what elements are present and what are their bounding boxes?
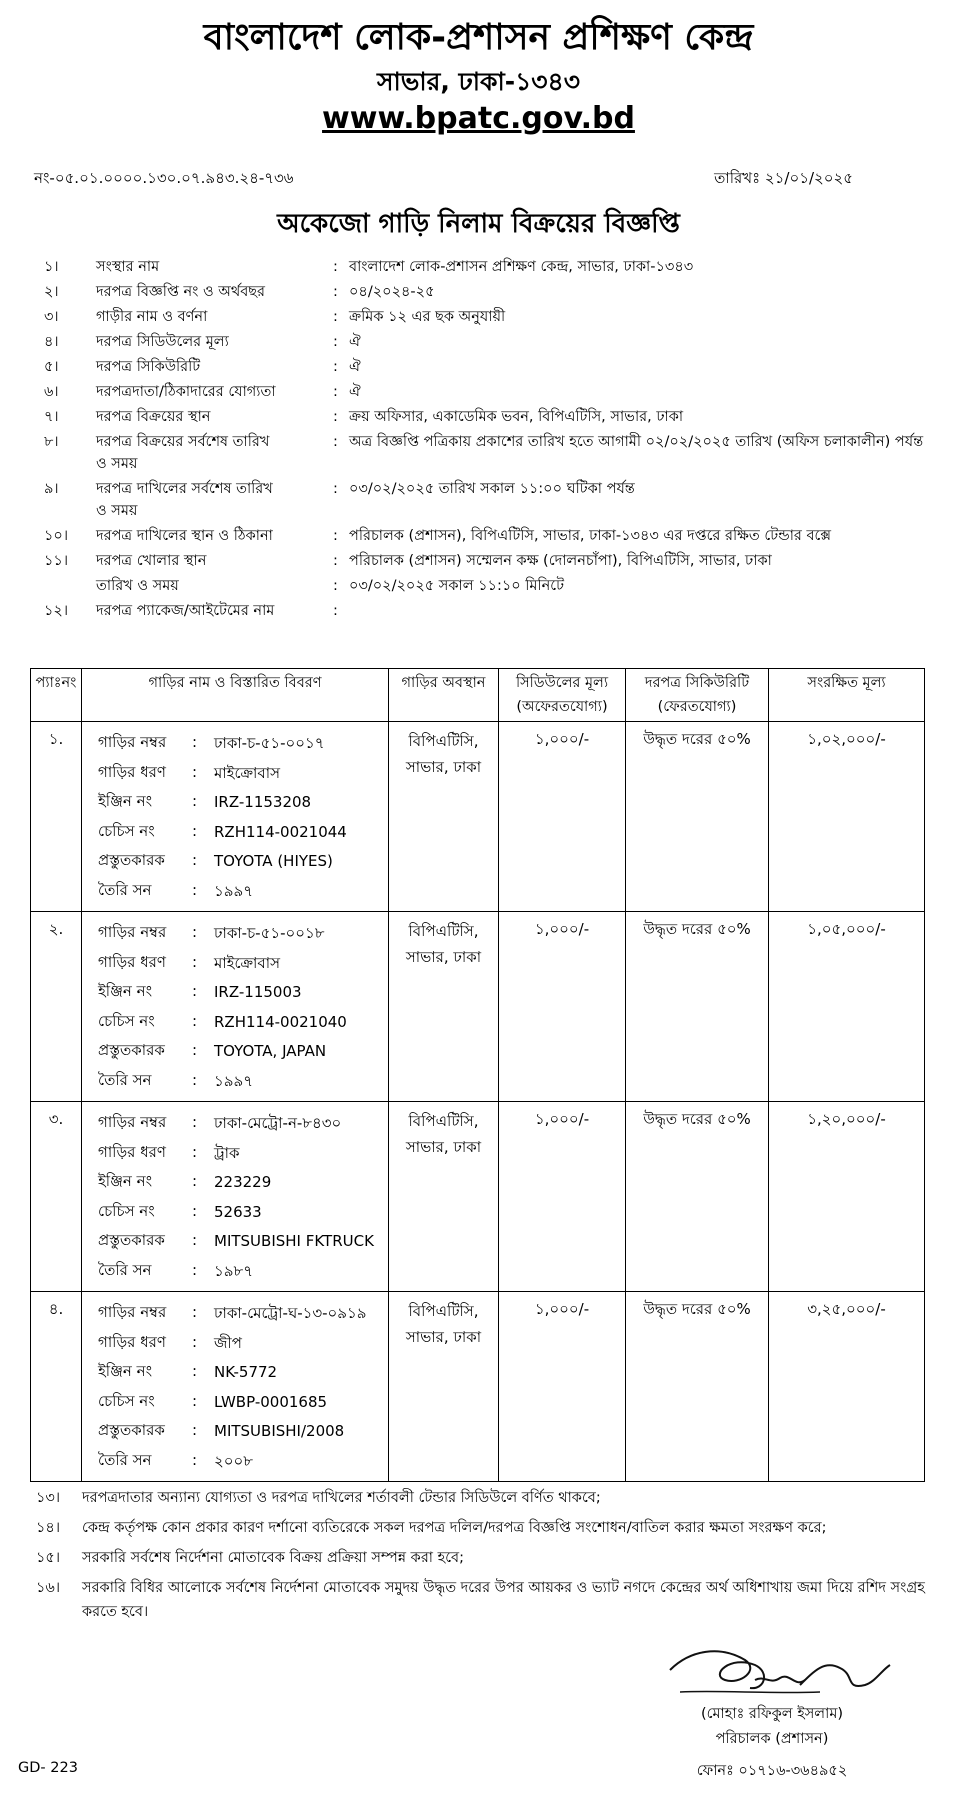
cell-reserve-price: ১,২০,০০০/-	[769, 1102, 925, 1292]
cell-security: উদ্ধৃত দরের ৫০%	[626, 1102, 769, 1292]
info-row-number: ৯।	[44, 481, 59, 497]
info-row-number: ৪।	[44, 334, 59, 350]
vehicle-detail-key: গাড়ির নম্বর	[98, 1303, 167, 1321]
vehicle-detail-value: ১৯৯৭	[214, 881, 253, 900]
signature-image	[650, 1630, 900, 1710]
vehicle-detail-key: তৈরি সন	[98, 880, 152, 899]
info-row-colon: :	[333, 528, 338, 544]
cell-details	[82, 1292, 389, 1482]
info-row-value	[349, 600, 924, 622]
note-item	[36, 1576, 926, 1624]
org-website[interactable]: www.bpatc.gov.bd	[322, 101, 635, 136]
info-row-value: অত্র বিজ্ঞপ্তি পত্রিকায় প্রকাশের তারিখ হতে আগামী ০২/০২/২০২৫ তারিখ (অফিস চলাকালীন) পর্যন্ত	[349, 434, 924, 450]
vehicle-detail-colon: :	[192, 952, 198, 971]
vehicle-detail-key: তৈরি সন	[98, 1070, 152, 1089]
info-row	[44, 550, 924, 572]
notes-list	[36, 1486, 926, 1630]
info-row-value: ০৩/০২/২০২৫ তারিখ সকাল ১১:০০ ঘটিকা পর্যন্ত	[349, 481, 635, 497]
vehicle-detail-colon: :	[192, 1450, 198, 1469]
info-row	[44, 478, 924, 522]
info-row-number: ৫।	[44, 359, 59, 375]
vehicle-detail-value: 223229	[214, 1173, 272, 1191]
cell-reserve-price: ৩,২৫,০০০/-	[769, 1292, 925, 1482]
vehicle-detail-line	[86, 787, 384, 817]
info-row-value: ঐ	[349, 359, 361, 375]
note-text: কেন্দ্র কর্তৃপক্ষ কোন প্রকার কারণ দর্শানো ব্যতিরেকে সকল দরপত্র দলিল/দরপত্র বিজ্ঞপ্তি সংশোধন/বাতিল করার ক্ষমতা সংরক্ষণ করে;	[82, 1520, 827, 1536]
vehicle-detail-value: মাইক্রোবাস	[214, 953, 281, 972]
memo-number: নং-০৫.০১.০০০০.১৩০.০৭.৯৪৩.২৪-৭৩৬	[34, 169, 294, 187]
cell-security: উদ্ধৃত দরের ৫০%	[626, 722, 769, 912]
vehicle-detail-key: গাড়ির নম্বর	[98, 733, 167, 751]
cell-reserve-price: ১,০৫,০০০/-	[769, 912, 925, 1102]
vehicle-detail-colon: :	[192, 851, 198, 869]
table-header-row	[31, 669, 925, 722]
vehicle-detail-key: প্রস্তুতকারক	[98, 1231, 165, 1249]
vehicle-detail-key: গাড়ির ধরণ	[98, 762, 166, 781]
info-row-label: দরপত্র খোলার স্থান	[96, 553, 207, 569]
info-row-colon: :	[333, 434, 338, 450]
info-row-label: দরপত্রদাতা/ঠিকাদারের যোগ্যতা	[96, 384, 276, 400]
vehicle-detail-line	[86, 1197, 384, 1227]
notice-date: তারিখঃ ২১/০১/২০২৫	[714, 169, 853, 187]
vehicle-detail-line	[86, 846, 384, 876]
info-row-label: সংস্থার নাম	[96, 259, 160, 275]
vehicle-detail-colon: :	[192, 1142, 198, 1161]
info-row-label: গাড়ীর নাম ও বর্ণনা	[96, 309, 208, 325]
info-row-sublabel: ও সময়	[96, 456, 138, 472]
vehicle-detail-value: RZH114-0021040	[214, 1012, 347, 1031]
info-row-label: দরপত্র বিক্রয়ের স্থান	[96, 409, 211, 425]
note-text: সরকারি বিধির আলোকে সর্বশেষ নির্দেশনা মোতাবেক সমুদয় উদ্ধৃত দরের উপর আয়কর ও ভ্যাট নগদে কেন্দ্রের অর্থ অধিশাখায় জমা দিয়ে রশিদ সংগ্রহ করতে হবে।	[82, 1580, 925, 1620]
vehicle-detail-colon: :	[192, 1070, 198, 1089]
vehicle-detail-key: চেচিস নং	[98, 1201, 155, 1220]
info-row	[44, 600, 924, 622]
cell-reserve-price: ১,০২,০০০/-	[769, 722, 925, 912]
vehicle-detail-key: ইঞ্জিন নং	[98, 792, 153, 810]
vehicle-detail-value: LWBP-0001685	[214, 1392, 328, 1411]
note-number: ১৫।	[36, 1550, 61, 1566]
info-row-colon: :	[333, 334, 338, 350]
vehicle-detail-value: IRZ-1153208	[214, 793, 312, 811]
vehicle-detail-value: TOYOTA, JAPAN	[214, 1042, 327, 1060]
info-row-value: পরিচালক (প্রশাসন), বিপিএটিসি, সাভার, ঢাকা-১৩৪৩ এর দপ্তরে রক্ষিত টেন্ডার বক্সে	[349, 528, 832, 544]
info-row-number: ৩।	[44, 309, 59, 325]
vehicle-detail-line	[86, 1036, 384, 1066]
vehicle-detail-key: চেচিস নং	[98, 1391, 155, 1410]
vehicle-detail-line	[86, 876, 384, 906]
vehicle-detail-value: ২০০৮	[214, 1451, 253, 1470]
vehicle-detail-line	[86, 1387, 384, 1417]
info-row-value: ক্রয় অফিসার, একাডেমিক ভবন, বিপিএটিসি, সাভার, ঢাকা	[349, 409, 684, 425]
vehicle-detail-line	[86, 817, 384, 847]
info-row	[44, 525, 924, 547]
cell-schedule-price: ১,০০০/-	[499, 1292, 626, 1482]
vehicle-detail-line	[86, 1226, 384, 1256]
vehicle-detail-key: প্রস্তুতকারক	[98, 1041, 165, 1059]
cell-sl: ৩.	[31, 1102, 82, 1292]
cell-details	[82, 1102, 389, 1292]
cell-location: বিপিএটিসি, সাভার, ঢাকা	[389, 1102, 499, 1292]
info-row-colon: :	[333, 481, 338, 497]
vehicle-detail-line	[86, 1416, 384, 1446]
vehicle-detail-line	[86, 948, 384, 978]
vehicle-detail-value: জীপ	[214, 1333, 242, 1352]
vehicle-detail-colon: :	[192, 1201, 198, 1220]
table-row	[31, 722, 925, 912]
vehicle-detail-colon: :	[192, 880, 198, 899]
signatory-name: (মোহাঃ রফিকুল ইসলাম)	[700, 1706, 844, 1722]
vehicle-detail-key: গাড়ির ধরণ	[98, 1142, 166, 1161]
vehicle-detail-line	[86, 1446, 384, 1476]
info-row-number: ১।	[44, 259, 59, 275]
note-number: ১৪।	[36, 1520, 61, 1536]
info-row-label: দরপত্র বিজ্ঞপ্তি নং ও অর্থবছর	[96, 284, 266, 300]
info-row	[44, 431, 924, 475]
note-text: সরকারি সর্বশেষ নির্দেশনা মোতাবেক বিক্রয় প্রক্রিয়া সম্পন্ন করা হবে;	[82, 1550, 465, 1566]
vehicle-detail-line	[86, 1167, 384, 1197]
info-row-label: দরপত্র বিক্রয়ের সর্বশেষ তারিখ	[96, 434, 270, 450]
vehicle-detail-value: 52633	[214, 1202, 262, 1221]
vehicle-detail-value: NK-5772	[214, 1363, 278, 1381]
cell-schedule-price: ১,০০০/-	[499, 722, 626, 912]
vehicle-detail-key: তৈরি সন	[98, 1450, 152, 1469]
cell-schedule-price: ১,০০০/-	[499, 1102, 626, 1292]
info-row-number: ৮।	[44, 434, 59, 450]
cell-security: উদ্ধৃত দরের ৫০%	[626, 1292, 769, 1482]
col-header-sl: প্যাঃনং	[31, 669, 82, 722]
vehicle-detail-colon: :	[192, 1011, 198, 1030]
cell-sl: ৪.	[31, 1292, 82, 1482]
note-number: ১৬।	[36, 1580, 61, 1596]
vehicle-detail-line	[86, 1138, 384, 1168]
info-row	[44, 575, 924, 597]
vehicle-detail-line	[86, 977, 384, 1007]
vehicle-detail-line	[86, 1108, 384, 1138]
info-row-colon: :	[333, 553, 338, 569]
info-list	[44, 256, 924, 625]
note-number: ১৩।	[36, 1490, 61, 1506]
vehicle-detail-colon: :	[192, 792, 198, 810]
info-row-number: ৭।	[44, 409, 59, 425]
info-row-colon: :	[333, 284, 338, 300]
vehicle-detail-line	[86, 1357, 384, 1387]
vehicle-detail-key: ইঞ্জিন নং	[98, 982, 153, 1000]
vehicle-detail-value: IRZ-115003	[214, 983, 302, 1001]
col-header-security: দরপত্র সিকিউরিটি (ফেরতযোগ্য)	[626, 669, 769, 722]
info-row-colon: :	[333, 384, 338, 400]
info-row-value: ক্রমিক ১২ এর ছক অনুযায়ী	[349, 309, 506, 325]
vehicle-detail-value: ১৯৯৭	[214, 1071, 253, 1090]
info-row-value: ০৩/০২/২০২৫ সকাল ১১:১০ মিনিটে	[349, 578, 565, 594]
info-row-colon: :	[333, 409, 338, 425]
vehicle-detail-colon: :	[192, 923, 198, 941]
vehicle-detail-colon: :	[192, 1113, 198, 1131]
vehicle-detail-value: মাইক্রোবাস	[214, 763, 281, 782]
vehicle-detail-value: RZH114-0021044	[214, 822, 347, 841]
vehicle-detail-value: ঢাকা-মেট্রো-ঘ-১৩-০৯১৯	[214, 1304, 367, 1322]
info-row-label: দরপত্র প্যাকেজ/আইটেমের নাম	[96, 603, 275, 619]
info-row-colon: :	[333, 259, 338, 275]
cell-details	[82, 912, 389, 1102]
vehicle-detail-key: গাড়ির ধরণ	[98, 1332, 166, 1351]
info-row-label: তারিখ ও সময়	[96, 578, 179, 594]
info-row-label: দরপত্র সিকিউরিটি	[96, 359, 201, 375]
vehicle-detail-key: তৈরি সন	[98, 1260, 152, 1279]
vehicle-detail-line	[86, 1066, 384, 1096]
info-row	[44, 381, 924, 403]
vehicle-detail-key: ইঞ্জিন নং	[98, 1172, 153, 1190]
cell-security: উদ্ধৃত দরের ৫০%	[626, 912, 769, 1102]
info-row-value: পরিচালক (প্রশাসন) সম্মেলন কক্ষ (দোলনচাঁপা), বিপিএটিসি, সাভার, ঢাকা	[349, 553, 772, 569]
note-text: দরপত্রদাতার অন্যান্য যোগ্যতা ও দরপত্র দাখিলের শর্তাবলী টেন্ডার সিডিউলে বর্ণিত থাকবে;	[82, 1490, 601, 1506]
col-header-details: গাড়ির নাম ও বিস্তারিত বিবরণ	[82, 669, 389, 722]
vehicle-detail-value: ঢাকা-চ-৫১-০০১৮	[214, 924, 325, 942]
info-row-value: ঐ	[349, 334, 361, 350]
info-row-number: ২।	[44, 284, 59, 300]
org-address: সাভার, ঢাকা-১৩৪৩	[376, 67, 581, 96]
vehicle-detail-colon: :	[192, 982, 198, 1000]
vehicle-detail-key: চেচিস নং	[98, 821, 155, 840]
table-row	[31, 1102, 925, 1292]
info-row-number: ১১।	[44, 553, 69, 569]
org-name: বাংলাদেশ লোক-প্রশাসন প্রশিক্ষণ কেন্দ্র	[203, 17, 754, 58]
vehicle-detail-value: ঢাকা-মেট্রো-ন-৮৪৩০	[214, 1114, 342, 1132]
cell-sl: ২.	[31, 912, 82, 1102]
vehicle-detail-line	[86, 918, 384, 948]
vehicle-detail-value: ঢাকা-চ-৫১-০০১৭	[214, 734, 325, 752]
vehicle-detail-line	[86, 1298, 384, 1328]
info-row	[44, 256, 924, 278]
note-item	[36, 1486, 926, 1510]
vehicle-detail-value: ট্রাক	[214, 1143, 240, 1162]
note-item	[36, 1516, 926, 1540]
cell-sl: ১.	[31, 722, 82, 912]
vehicle-detail-line	[86, 728, 384, 758]
info-row	[44, 281, 924, 303]
info-row-label: দরপত্র দাখিলের সর্বশেষ তারিখ	[96, 481, 273, 497]
info-row-label: দরপত্র সিডিউলের মূল্য	[96, 334, 229, 350]
col-header-location: গাড়ির অবস্থান	[389, 669, 499, 722]
vehicle-detail-value: ১৯৮৭	[214, 1261, 253, 1280]
info-row-value: ঐ	[349, 384, 361, 400]
table-row	[31, 1292, 925, 1482]
info-row	[44, 406, 924, 428]
cell-details	[82, 722, 389, 912]
vehicle-detail-line	[86, 1256, 384, 1286]
vehicle-detail-colon: :	[192, 1041, 198, 1059]
col-header-schedule-price: সিডিউলের মূল্য (অফেরতযোগ্য)	[499, 669, 626, 722]
signatory-designation: পরিচালক (প্রশাসন)	[715, 1731, 829, 1747]
info-row-label: দরপত্র দাখিলের স্থান ও ঠিকানা	[96, 528, 273, 544]
vehicle-detail-colon: :	[192, 1303, 198, 1321]
table-row	[31, 912, 925, 1102]
info-row	[44, 356, 924, 378]
vehicle-detail-colon: :	[192, 733, 198, 751]
vehicle-detail-colon: :	[192, 1362, 198, 1380]
col-header-reserve-price: সংরক্ষিত মূল্য	[769, 669, 925, 722]
info-row-sublabel: ও সময়	[96, 503, 138, 519]
vehicle-detail-colon: :	[192, 1231, 198, 1249]
vehicle-detail-key: গাড়ির নম্বর	[98, 1113, 167, 1131]
vehicle-table	[30, 668, 925, 1482]
info-row-colon: :	[333, 309, 338, 325]
info-row	[44, 306, 924, 328]
vehicle-detail-key: চেচিস নং	[98, 1011, 155, 1030]
info-row-number: ১০।	[44, 528, 69, 544]
vehicle-detail-key: ইঞ্জিন নং	[98, 1362, 153, 1380]
cell-location: বিপিএটিসি, সাভার, ঢাকা	[389, 912, 499, 1102]
cell-schedule-price: ১,০০০/-	[499, 912, 626, 1102]
vehicle-detail-key: গাড়ির ধরণ	[98, 952, 166, 971]
vehicle-detail-key: গাড়ির নম্বর	[98, 923, 167, 941]
vehicle-detail-colon: :	[192, 1260, 198, 1279]
info-row-value: বাংলাদেশ লোক-প্রশাসন প্রশিক্ষণ কেন্দ্র, সাভার, ঢাকা-১৩৪৩	[349, 259, 694, 275]
vehicle-detail-colon: :	[192, 1172, 198, 1190]
vehicle-detail-key: প্রস্তুতকারক	[98, 851, 165, 869]
vehicle-detail-colon: :	[192, 821, 198, 840]
note-item	[36, 1546, 926, 1570]
vehicle-detail-colon: :	[192, 1421, 198, 1439]
vehicle-detail-line	[86, 1007, 384, 1037]
info-row-colon: :	[333, 603, 338, 619]
vehicle-detail-colon: :	[192, 762, 198, 781]
info-row-colon: :	[333, 359, 338, 375]
vehicle-detail-key: প্রস্তুতকারক	[98, 1421, 165, 1439]
vehicle-detail-colon: :	[192, 1332, 198, 1351]
signatory-phone: ফোনঃ ০১৭১৬-৩৬৪৯৫২	[696, 1763, 848, 1779]
footer-code: GD- 223	[18, 1760, 78, 1776]
info-row-number: ৬।	[44, 384, 59, 400]
info-row-value: ০৪/২০২৪-২৫	[349, 284, 435, 300]
notice-title: অকেজো গাড়ি নিলাম বিক্রয়ের বিজ্ঞপ্তি	[277, 209, 680, 239]
vehicle-detail-value: MITSUBISHI FKTRUCK	[214, 1232, 374, 1250]
info-row-number: ১২।	[44, 603, 69, 619]
cell-location: বিপিএটিসি, সাভার, ঢাকা	[389, 1292, 499, 1482]
info-row-colon: :	[333, 578, 338, 594]
cell-location: বিপিএটিসি, সাভার, ঢাকা	[389, 722, 499, 912]
vehicle-detail-value: TOYOTA (HIYES)	[214, 852, 333, 870]
info-row	[44, 331, 924, 353]
vehicle-detail-line	[86, 1328, 384, 1358]
vehicle-detail-colon: :	[192, 1391, 198, 1410]
vehicle-detail-line	[86, 758, 384, 788]
vehicle-detail-value: MITSUBISHI/2008	[214, 1422, 345, 1440]
